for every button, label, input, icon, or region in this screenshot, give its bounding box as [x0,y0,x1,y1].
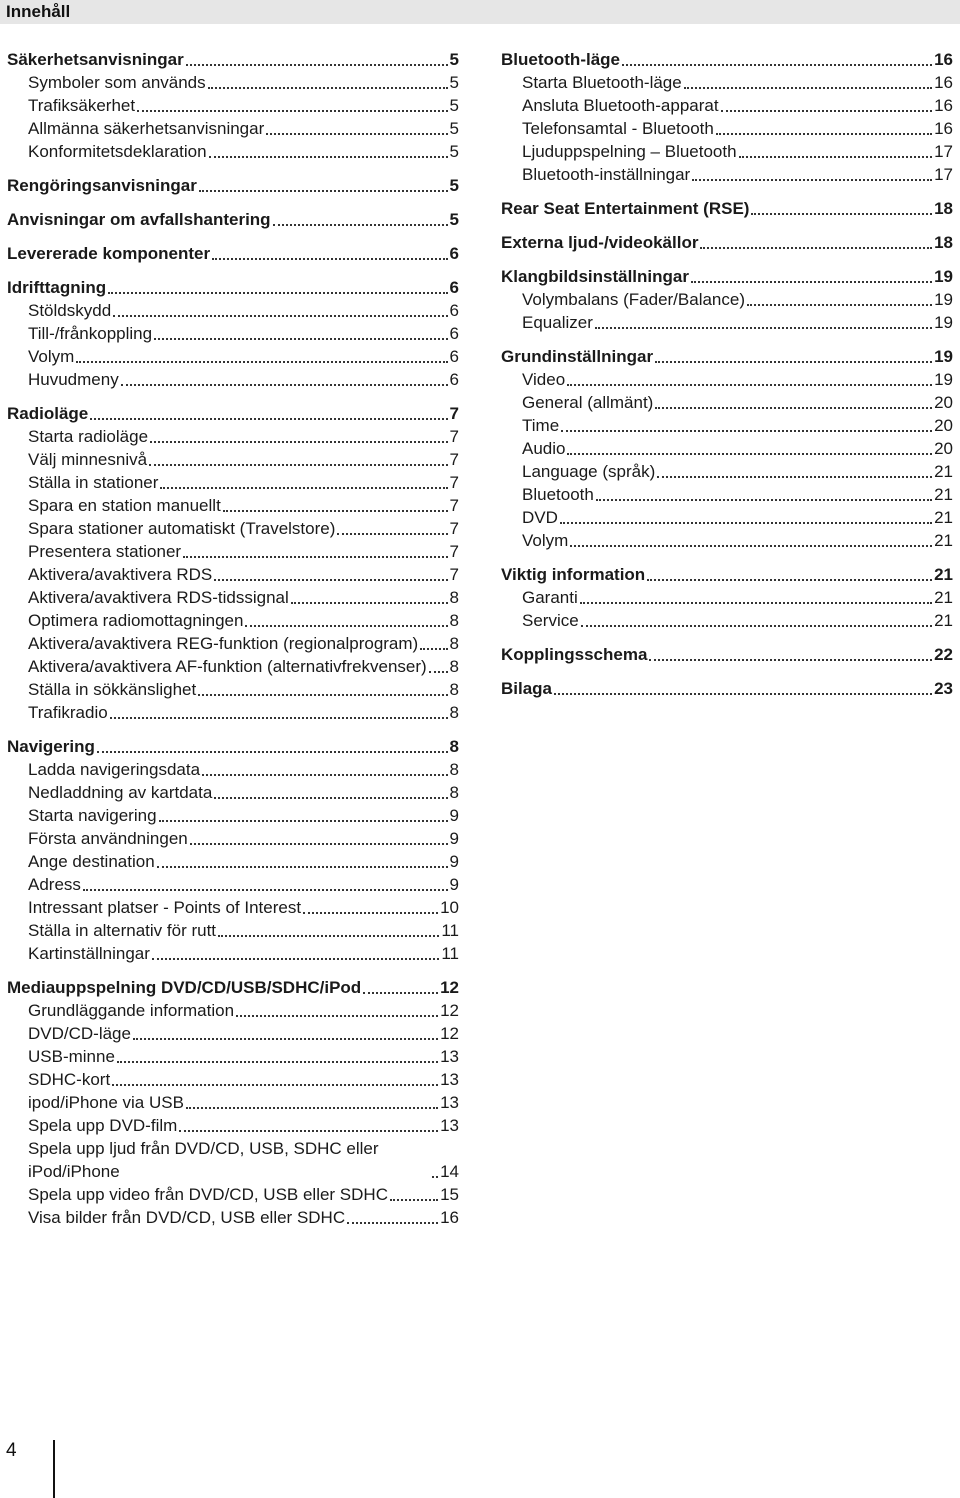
dot-leader [595,327,932,329]
toc-entry-title: Välj minnesnivå [28,450,148,469]
dot-leader [83,889,448,891]
dot-leader [214,797,447,799]
toc-entry-page: 8 [449,703,459,722]
toc-entry-page: 5 [449,73,459,92]
dot-leader [112,1084,438,1086]
dot-leader [245,625,447,627]
toc-entry-title: Garanti [522,588,578,607]
toc-entry-title: SDHC-kort [28,1070,111,1089]
toc-entry-page: 12 [440,1001,459,1020]
toc-entry-page: 7 [449,519,459,538]
toc-entry-page: 21 [934,485,953,504]
toc-entry-page: 16 [934,96,953,115]
toc-entry-page: 13 [440,1070,459,1089]
dot-leader [186,1107,438,1109]
toc-entry-page: 5 [449,119,459,138]
toc-entry-page: 6 [449,324,459,343]
toc-entry-page: 7 [449,473,459,492]
toc-subsection-entry[interactable] [7,999,459,1022]
dot-leader [133,1038,438,1040]
toc-entry-title: Optimera radiomottagningen [28,611,244,630]
dot-leader [700,247,932,249]
toc-entry-page: 17 [934,165,953,184]
dot-leader [567,453,932,455]
toc-entry-title: Första användningen [28,829,188,848]
toc-section-entry[interactable] [501,231,953,254]
dot-leader [198,694,447,696]
toc-subsection-entry[interactable] [501,586,953,609]
toc-entry-title: Ställa in alternativ för rutt [28,921,217,940]
toc-subsection-entry[interactable] [7,299,459,322]
toc-subsection-entry[interactable] [7,804,459,827]
dot-leader [97,751,448,753]
toc-entry-title: Stöldskydd [28,301,112,320]
toc-entry-page: 7 [449,404,459,423]
toc-subsection-entry[interactable] [7,1206,459,1229]
toc-section-entry[interactable] [501,48,953,71]
header-bar [0,0,960,24]
dot-leader [108,292,447,294]
toc-entry-title: Aktivera/avaktivera AF-funktion (alternativfrekvenser) [28,657,427,676]
toc-section-entry[interactable] [7,402,459,425]
dot-leader [266,133,447,135]
toc-entry-title: Aktivera/avaktivera RDS-tidssignal [28,588,289,607]
dot-leader [560,522,932,524]
dot-leader [739,156,933,158]
toc-subsection-entry[interactable] [7,701,459,724]
toc-entry-page: 5 [449,142,459,161]
toc-entry-page: 19 [934,313,953,332]
toc-subsection-entry[interactable] [7,71,459,94]
toc-entry-page: 21 [934,611,953,630]
toc-section-entry[interactable] [7,735,459,758]
dot-leader [655,361,932,363]
toc-entry-page: 19 [934,267,953,286]
toc-subsection-entry[interactable] [7,609,459,632]
toc-entry-title: Anvisningar om avfallshantering [7,210,271,229]
toc-subsection-entry[interactable] [7,632,459,655]
toc-entry-title: Symboler som används [28,73,206,92]
page-number: 4 [6,1440,17,1461]
toc-entry-title: Ljuduppspelning – Bluetooth [522,142,737,161]
toc-entry-title: Navigering [7,737,95,756]
toc-entry-title: Ladda navigeringsdata [28,760,201,779]
toc-entry-title: Ställa in stationer [28,473,159,492]
toc-entry-title: Video [522,370,566,389]
dot-leader [716,133,932,135]
dot-leader [212,258,447,260]
toc-entry-title: Presentera stationer [28,542,182,561]
toc-section-entry[interactable] [7,48,459,71]
dot-leader [420,648,447,650]
toc-section-entry[interactable] [501,643,953,666]
toc-subsection-entry[interactable] [7,448,459,471]
dot-leader [691,281,932,283]
dot-leader [429,671,448,673]
toc-entry-page: 15 [440,1185,459,1204]
toc-subsection-entry[interactable] [501,483,953,506]
toc-subsection-entry[interactable] [7,827,459,850]
toc-entry-title: Bilaga [501,679,553,698]
dot-leader [273,224,448,226]
toc-section-entry[interactable] [501,197,953,220]
dot-leader [190,843,448,845]
toc-section-entry[interactable] [7,208,459,231]
toc-entry-title: Kopplingsschema [501,645,648,664]
toc-entry-page: 7 [449,496,459,515]
toc-entry-title: Bluetooth-läge [501,50,620,69]
toc-subsection-entry[interactable] [501,368,953,391]
toc-entry-title: Externa ljud-/videokällor [501,233,699,252]
toc-entry-title: Volym [522,531,569,550]
dot-leader [622,64,932,66]
toc-entry-page: 20 [934,393,953,412]
toc-entry-page: 8 [449,737,459,756]
dot-leader [152,958,439,960]
toc-subsection-entry[interactable] [7,850,459,873]
toc-subsection-entry[interactable] [7,425,459,448]
toc-entry-title: Nedladdning av kartdata [28,783,213,802]
toc-entry-page: 21 [934,531,953,550]
toc-subsection-entry[interactable] [7,471,459,494]
toc-column-left [7,48,459,1229]
toc-entry-page: 17 [934,142,953,161]
toc-entry-page: 16 [440,1208,459,1227]
toc-entry-page: 6 [449,278,459,297]
toc-subsection-entry[interactable] [7,322,459,345]
toc-subsection-entry[interactable] [501,288,953,311]
dot-leader [183,556,447,558]
toc-entry-page: 18 [934,233,953,252]
toc-entry-page: 9 [449,875,459,894]
toc-entry-title: Time [522,416,560,435]
toc-entry-page: 12 [440,1024,459,1043]
toc-entry-page: 16 [934,73,953,92]
toc-entry-page: 21 [934,565,953,584]
toc-subsection-entry[interactable] [7,94,459,117]
toc-entry-page: 23 [934,679,953,698]
toc-subsection-entry[interactable] [501,437,953,460]
toc-subsection-entry[interactable] [501,529,953,552]
toc-subsection-entry[interactable] [7,1114,459,1137]
dot-leader [581,625,932,627]
toc-entry-title: Säkerhetsanvisningar [7,50,184,69]
toc-entry-title: Idrifttagning [7,278,107,297]
toc-subsection-entry[interactable] [7,1137,459,1183]
toc-entry-page: 13 [440,1047,459,1066]
dot-leader [390,1199,438,1201]
dot-leader [567,384,932,386]
toc-entry-title: Klangbildsinställningar [501,267,689,286]
toc-subsection-entry[interactable] [7,1183,459,1206]
page-number-divider [53,1440,55,1498]
toc-entry-page: 10 [440,898,459,917]
toc-section-entry[interactable] [7,242,459,265]
toc-entry-page: 5 [449,210,459,229]
toc-entry-title: Trafikradio [28,703,108,722]
dot-leader [90,418,447,420]
toc-subsection-entry[interactable] [7,1091,459,1114]
toc-entry-page: 21 [934,588,953,607]
toc-subsection-entry[interactable] [7,494,459,517]
toc-subsection-entry[interactable] [7,540,459,563]
toc-entry-title: DVD/CD-läge [28,1024,131,1043]
dot-leader [202,774,448,776]
toc-entry-title: Equalizer [522,313,593,332]
toc-entry-title: Starta radioläge [28,427,149,446]
toc-entry-page: 8 [449,588,459,607]
toc-section-entry[interactable] [501,345,953,368]
toc-entry-title: Bluetooth-inställningar [522,165,691,184]
dot-leader [657,476,932,478]
toc-entry-page: 21 [934,508,953,527]
dot-leader [149,464,447,466]
toc-subsection-entry[interactable] [7,1068,459,1091]
toc-entry-page: 8 [449,634,459,653]
toc-entry-page: 19 [934,370,953,389]
dot-leader [121,384,448,386]
toc-entry-page: 7 [449,427,459,446]
toc-entry-page: 20 [934,439,953,458]
toc-entry-title: Ställa in sökkänslighet [28,680,197,699]
toc-entry-title: USB-minne [28,1047,115,1066]
dot-leader [303,912,438,914]
toc-subsection-entry[interactable] [501,311,953,334]
toc-entry-page: 11 [441,944,459,963]
toc-entry-page: 6 [449,347,459,366]
toc-entry-title: Grundläggande information [28,1001,235,1020]
toc-subsection-entry[interactable] [501,414,953,437]
toc-entry-title: Huvudmeny [28,370,119,389]
dot-leader [150,441,448,443]
toc-subsection-entry[interactable] [501,163,953,186]
toc-subsection-entry[interactable] [7,345,459,368]
dot-leader [159,820,448,822]
toc-entry-title: ipod/iPhone via USB [28,1093,184,1112]
dot-leader [692,179,932,181]
page-title: Innehåll [6,2,71,21]
toc-entry-title: Konformitetsdeklaration [28,142,207,161]
dot-leader [347,1222,438,1224]
toc-subsection-entry[interactable] [501,94,953,117]
dot-leader [110,717,448,719]
dot-leader [721,110,932,112]
dot-leader [186,64,448,66]
toc-entry-title: Viktig information [501,565,646,584]
dot-leader [554,693,932,695]
toc-entry-page: 8 [449,760,459,779]
toc-entry-page: 13 [440,1116,459,1135]
toc-subsection-entry[interactable] [7,563,459,586]
dot-leader [157,866,448,868]
toc-subsection-entry[interactable] [501,71,953,94]
dot-leader [337,533,447,535]
toc-entry-page: 21 [934,462,953,481]
dot-leader [684,87,932,89]
dot-leader [113,315,447,317]
toc-entry-title: Intressant platser - Points of Interest [28,898,302,917]
dot-leader [223,510,448,512]
toc-entry-title: General (allmänt) [522,393,654,412]
toc-entry-title: Trafiksäkerhet [28,96,136,115]
toc-section-entry[interactable] [501,677,953,700]
toc-entry-title: Aktivera/avaktivera REG-funktion (regionalprogram) [28,634,419,653]
dot-leader [209,156,448,158]
toc-entry-page: 6 [449,370,459,389]
dot-leader [596,499,932,501]
dot-leader [649,659,932,661]
toc-entry-title: Rengöringsanvisningar [7,176,197,195]
dot-leader [432,1176,438,1178]
toc-entry-title: Mediauppspelning DVD/CD/USB/SDHC/iPod [7,978,362,997]
toc-entry-title: DVD [522,508,558,527]
toc-entry-page: 11 [441,921,459,940]
dot-leader [117,1061,438,1063]
dot-leader [236,1015,438,1017]
toc-entry-title: Telefonsamtal - Bluetooth [522,119,714,138]
toc-subsection-entry[interactable] [7,919,459,942]
dot-leader [218,935,439,937]
toc-subsection-entry[interactable] [7,517,459,540]
toc-entry-title: Till-/frånkoppling [28,324,153,343]
toc-entry-title: Service [522,611,579,630]
toc-column-right [501,48,953,700]
dot-leader [137,110,447,112]
toc-entry-page: 13 [440,1093,459,1112]
toc-entry-page: 7 [449,450,459,469]
toc-entry-page: 8 [449,657,459,676]
toc-entry-page: 9 [449,852,459,871]
toc-entry-title: Rear Seat Entertainment (RSE) [501,199,750,218]
toc-entry-page: 20 [934,416,953,435]
dot-leader [655,407,932,409]
toc-entry-title: Visa bilder från DVD/CD, USB eller SDHC [28,1208,346,1227]
toc-entry-title: Bluetooth [522,485,594,504]
toc-subsection-entry[interactable] [7,781,459,804]
toc-section-entry[interactable] [7,174,459,197]
toc-subsection-entry[interactable] [7,758,459,781]
toc-subsection-entry[interactable] [7,117,459,140]
toc-entry-page: 8 [449,611,459,630]
toc-subsection-entry[interactable] [7,368,459,391]
toc-entry-title: Audio [522,439,566,458]
toc-entry-page: 19 [934,290,953,309]
toc-entry-title: Volymbalans (Fader/Balance) [522,290,746,309]
toc-entry-title: Starta navigering [28,806,157,825]
toc-entry-page: 9 [449,829,459,848]
toc-entry-page: 5 [449,50,459,69]
toc-subsection-entry[interactable] [501,117,953,140]
toc-section-entry[interactable] [7,976,459,999]
toc-entry-page: 22 [934,645,953,664]
dot-leader [160,487,447,489]
toc-subsection-entry[interactable] [7,586,459,609]
toc-entry-title: Language (språk) [522,462,656,481]
toc-subsection-entry[interactable] [7,140,459,163]
toc-entry-title: Starta Bluetooth-läge [522,73,682,92]
toc-entry-page: 8 [449,680,459,699]
toc-section-entry[interactable] [501,265,953,288]
toc-entry-title: Spela upp video från DVD/CD, USB eller SDHC [28,1185,388,1204]
dot-leader [179,1130,438,1132]
toc-entry-page: 7 [449,565,459,584]
toc-subsection-entry[interactable] [501,391,953,414]
dot-leader [751,213,932,215]
toc-subsection-entry[interactable] [501,609,953,632]
dot-leader [291,602,448,604]
toc-entry-title: Adress [28,875,81,894]
toc-entry-page: 5 [449,96,459,115]
toc-entry-page: 16 [934,50,953,69]
dot-leader [363,992,438,994]
toc-entry-title: Ansluta Bluetooth-apparat [522,96,719,115]
dot-leader [208,87,448,89]
toc-entry-title: Spara en station manuellt [28,496,221,515]
dot-leader [580,602,932,604]
toc-subsection-entry[interactable] [7,1045,459,1068]
dot-leader [154,338,447,340]
toc-entry-title: Ange destination [28,852,155,871]
toc-subsection-entry[interactable] [501,506,953,529]
toc-section-entry[interactable] [7,276,459,299]
toc-entry-title: Levererade komponenter [7,244,211,263]
toc-subsection-entry[interactable] [7,1022,459,1045]
toc-entry-page: 16 [934,119,953,138]
toc-entry-title: Volym [28,347,75,366]
toc-entry-page: 14 [440,1162,459,1181]
toc-entry-title: Spela upp ljud från DVD/CD, USB, SDHC eller iPod/iPhone [28,1139,379,1181]
toc-section-entry[interactable] [501,563,953,586]
toc-entry-page: 6 [449,244,459,263]
toc-subsection-entry[interactable] [7,655,459,678]
toc-entry-title: Kartinställningar [28,944,150,963]
dot-leader [214,579,447,581]
toc-entry-title: Radioläge [7,404,89,423]
toc-entry-page: 7 [449,542,459,561]
toc-entry-title: Spela upp DVD-film [28,1116,178,1135]
dot-leader [561,430,932,432]
toc-subsection-entry[interactable] [7,942,459,965]
toc-entry-title: Aktivera/avaktivera RDS [28,565,213,584]
toc-subsection-entry[interactable] [7,873,459,896]
toc-entry-page: 19 [934,347,953,366]
dot-leader [747,304,932,306]
toc-subsection-entry[interactable] [501,140,953,163]
toc-entry-page: 12 [440,978,459,997]
toc-entry-title: Allmänna säkerhetsanvisningar [28,119,265,138]
toc-entry-page: 8 [449,783,459,802]
toc-subsection-entry[interactable] [501,460,953,483]
toc-entry-page: 18 [934,199,953,218]
toc-entry-title: Grundinställningar [501,347,654,366]
toc-entry-title: Spara stationer automatiskt (Travelstore) [28,519,336,538]
toc-entry-page: 6 [449,301,459,320]
toc-subsection-entry[interactable] [7,896,459,919]
toc-entry-page: 5 [449,176,459,195]
dot-leader [199,190,448,192]
dot-leader [647,579,932,581]
toc-entry-page: 9 [449,806,459,825]
dot-leader [76,361,447,363]
dot-leader [570,545,932,547]
toc-subsection-entry[interactable] [7,678,459,701]
